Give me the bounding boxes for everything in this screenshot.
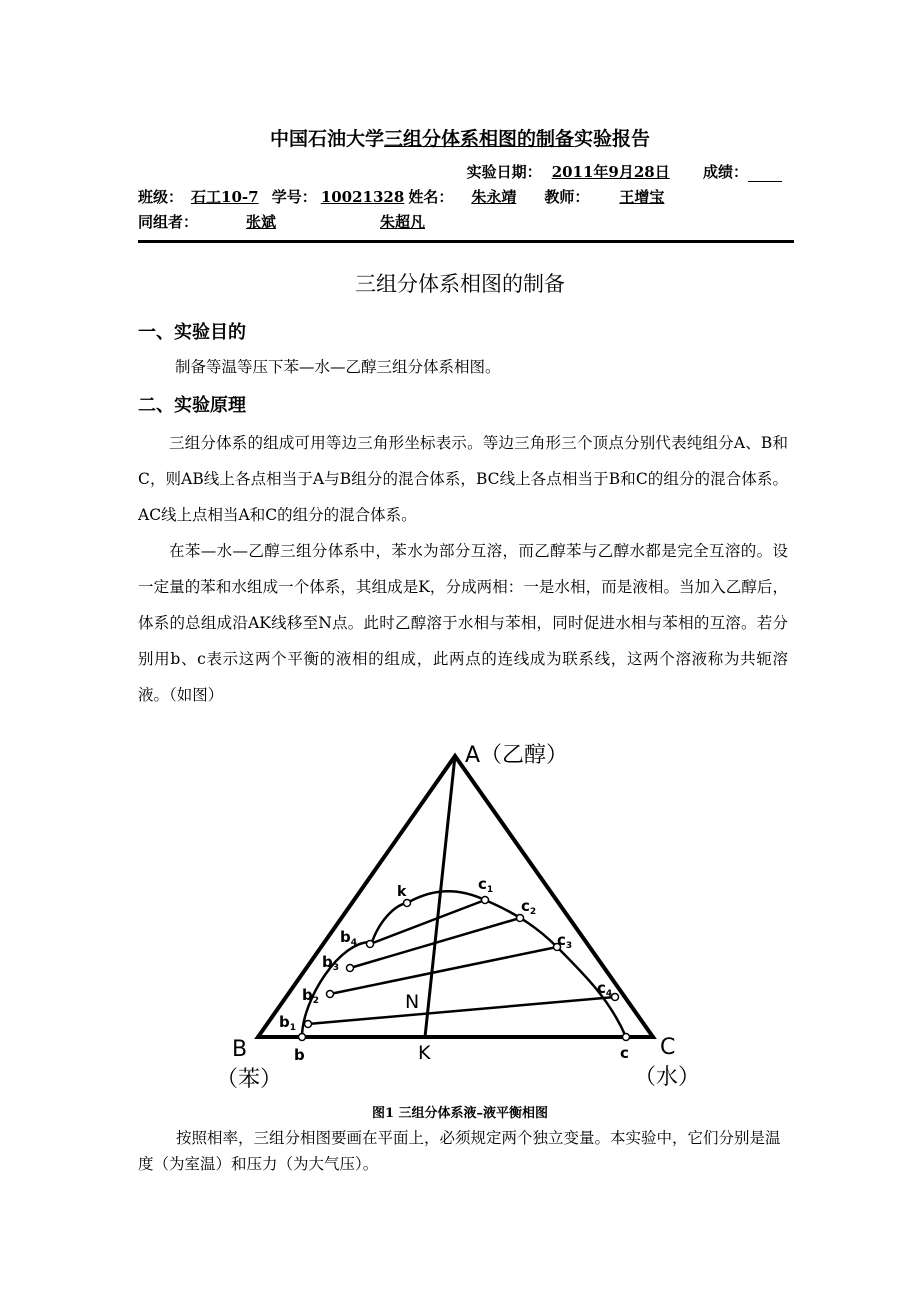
title-underlined: 三组分体系相图的制备 bbox=[383, 128, 574, 150]
title-suffix: 实验报告 bbox=[574, 128, 651, 150]
point-b2 bbox=[327, 991, 334, 998]
line-AK bbox=[425, 756, 455, 1037]
group-member-2: 朱超凡 bbox=[380, 213, 426, 231]
tie-line-1 bbox=[308, 997, 615, 1024]
label-N: N bbox=[405, 991, 420, 1013]
point-c bbox=[623, 1034, 630, 1041]
point-c4 bbox=[612, 994, 619, 1001]
phase-diagram bbox=[0, 720, 920, 1100]
label-c4: $c_4$ bbox=[597, 979, 613, 999]
student-id-value: 10021328 bbox=[320, 188, 405, 206]
label-b1: $b_1$ bbox=[279, 1013, 297, 1033]
name-value: 朱永靖 bbox=[471, 188, 517, 206]
point-c2 bbox=[517, 915, 524, 922]
date-score-line bbox=[467, 161, 782, 182]
group-member-1: 张斌 bbox=[246, 213, 277, 231]
closing-paragraph: 按照相率，三组分相图要画在平面上，必须规定两个独立变量。本实验中，它们分别是温度（为室温）和压力（为大气压）。 bbox=[138, 1129, 781, 1173]
point-b bbox=[299, 1034, 306, 1041]
point-b3 bbox=[347, 965, 354, 972]
label-b: b bbox=[294, 1046, 305, 1064]
principle-paragraph-1: 三组分体系的组成可用等边三角形坐标表示。等边三角形三个顶点分别代表纯组分A、B和C，则AB线上各点相当于A与B组分的混合体系，BC线上各点相当于B和C的组分的混合体系。AC线上点相当A和C的组分的混合体系。 bbox=[138, 434, 788, 524]
label-b3: $b_3$ bbox=[322, 953, 340, 973]
group-label: 同组者： bbox=[138, 213, 199, 231]
label-b4: $b_4$ bbox=[340, 928, 358, 948]
student-info-line bbox=[138, 186, 704, 207]
tie-line-2 bbox=[330, 947, 557, 994]
principle-heading: 二、实验原理 bbox=[138, 395, 246, 416]
principle-paragraph-2: 在苯—水—乙醇三组分体系中，苯水为部分互溶，而乙醇苯与乙醇水都是完全互溶的。设一定量的苯和水组成一个体系，其组成是K，分成两相：一是水相，而是液相。当加入乙醇后，体系的总组成沿AK线移至N点。此时乙醇溶于水相与苯相，同时促进水相与苯相的互溶。若分别用b、c表示这两个平衡的液相的组成，此两点的连线成为联系线，这两个溶液称为共轭溶液。（如图） bbox=[138, 542, 788, 704]
tie-line-4 bbox=[370, 900, 485, 944]
date-label: 实验日期： bbox=[466, 163, 542, 181]
label-A: A（乙醇） bbox=[465, 743, 569, 768]
point-c1 bbox=[482, 897, 489, 904]
label-B-name: （苯） bbox=[216, 1067, 283, 1092]
purpose-text: 制备等温等压下苯—水—乙醇三组分体系相图。 bbox=[175, 358, 501, 376]
label-B: B bbox=[232, 1037, 248, 1062]
label-C-name: （水） bbox=[634, 1065, 701, 1090]
label-b2: $b_2$ bbox=[302, 986, 320, 1006]
point-b4 bbox=[367, 941, 374, 948]
teacher-value: 王增宝 bbox=[619, 188, 665, 206]
label-k: k bbox=[397, 884, 407, 900]
teacher-label: 教师： bbox=[544, 188, 590, 206]
principle-body bbox=[138, 425, 788, 713]
score-label: 成绩： bbox=[702, 163, 748, 181]
label-c1: $c_1$ bbox=[478, 875, 494, 895]
name-label: 姓名： bbox=[408, 188, 454, 206]
purpose-heading: 一、实验目的 bbox=[138, 322, 246, 343]
class-value: 石工10-7 bbox=[191, 188, 259, 206]
score-blank bbox=[748, 164, 782, 182]
label-c2: $c_2$ bbox=[521, 897, 537, 917]
label-c: c bbox=[620, 1044, 629, 1062]
group-line bbox=[138, 211, 788, 232]
class-label: 班级： bbox=[138, 188, 184, 206]
student-id-label: 学号： bbox=[271, 188, 317, 206]
report-title bbox=[0, 124, 920, 151]
title-prefix: 中国石油大学 bbox=[269, 128, 384, 150]
label-C: C bbox=[660, 1035, 676, 1060]
label-K: K bbox=[418, 1042, 431, 1064]
main-heading: 三组分体系相图的制备 bbox=[355, 272, 565, 296]
figure-caption: 图1 三组分体系液–液平衡相图 bbox=[371, 1106, 549, 1121]
point-k bbox=[404, 900, 411, 907]
triangle-outline bbox=[258, 756, 653, 1037]
closing-text bbox=[138, 1125, 788, 1177]
date-value: 2011年9月28日 bbox=[551, 163, 670, 181]
label-c3: $c_3$ bbox=[557, 931, 573, 951]
header-divider bbox=[138, 240, 794, 243]
point-b1 bbox=[305, 1021, 312, 1028]
